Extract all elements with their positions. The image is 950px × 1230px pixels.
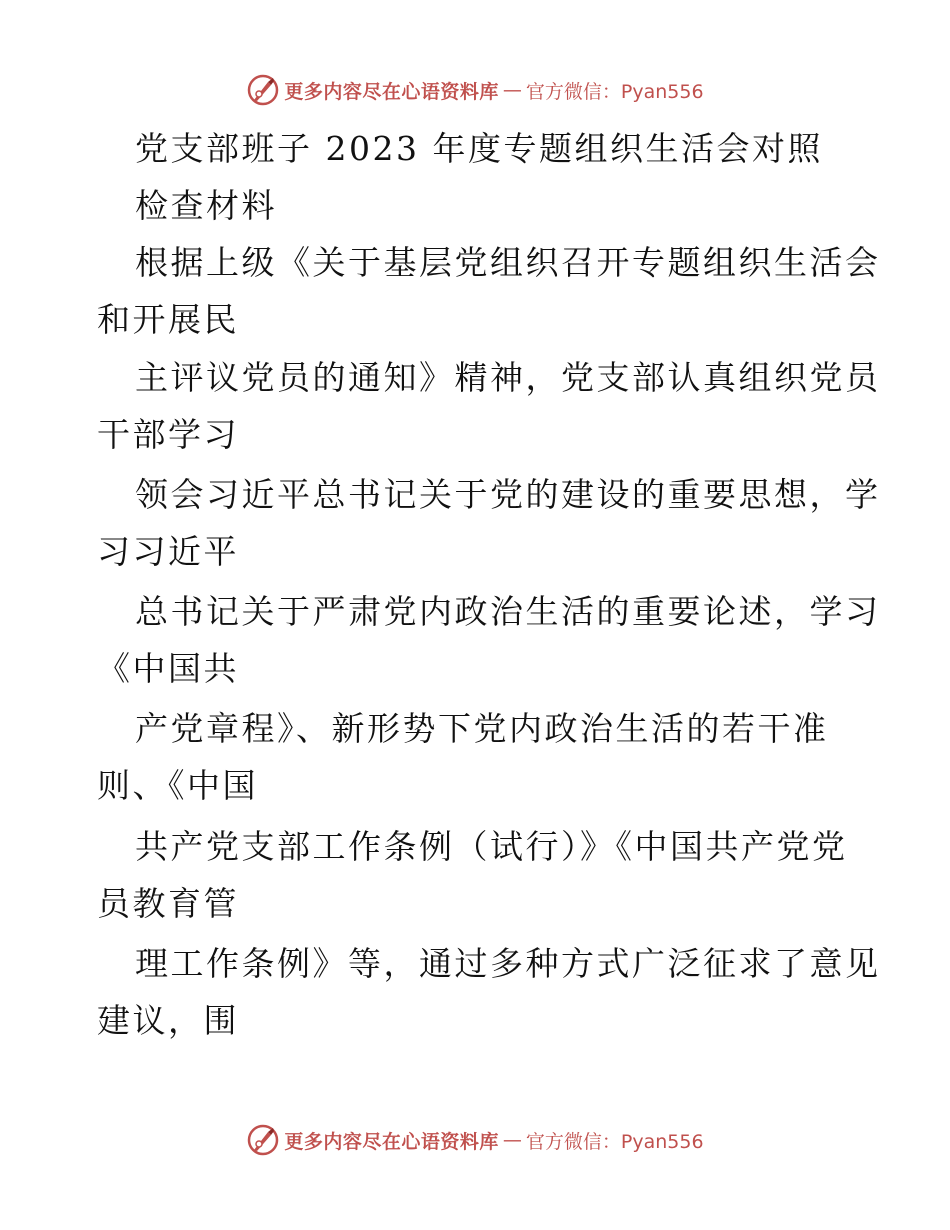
paragraph-line: 习习近平	[97, 532, 239, 571]
paragraph-line: 理工作条例》等，通过多种方式广泛征求了意见	[135, 944, 881, 983]
paragraph-line: 领会习近平总书记关于党的建设的重要思想，学	[135, 475, 881, 514]
paragraph-line: 产党章程》、新形势下党内政治生活的若干准	[135, 709, 829, 748]
paragraph-line: 员教育管	[97, 884, 239, 923]
quill-logo-icon	[246, 73, 280, 107]
document-title-line-2: 检查材料	[135, 186, 277, 225]
paragraph-line: 建议，围	[97, 1001, 239, 1040]
banner-wechat: 官方微信：Pyan556	[525, 1130, 704, 1153]
paragraph-line: 干部学习	[97, 415, 239, 454]
quill-logo-icon	[246, 1123, 280, 1157]
banner-text: 更多内容尽在心语资料库	[284, 1130, 499, 1153]
paragraph-line: 《中国共	[97, 649, 239, 688]
banner-separator: —	[502, 1129, 522, 1151]
paragraph-line: 总书记关于严肃党内政治生活的重要论述，学习	[135, 592, 881, 631]
banner-wechat: 官方微信：Pyan556	[525, 80, 704, 103]
paragraph-line: 根据上级《关于基层党组织召开专题组织生活会	[135, 243, 881, 282]
banner-text: 更多内容尽在心语资料库	[284, 80, 499, 103]
paragraph-line: 主评议党员的通知》精神，党支部认真组织党员	[135, 358, 881, 397]
paragraph-line: 和开展民	[97, 300, 239, 339]
document-title-line-1: 党支部班子 2023 年度专题组织生活会对照	[135, 129, 823, 168]
paragraph-line: 共产党支部工作条例（试行）》《中国共产党党	[135, 827, 848, 866]
footer-banner	[0, 1120, 950, 1160]
banner-separator: —	[502, 79, 522, 101]
paragraph-line: 则、《中国	[97, 766, 258, 805]
header-banner	[0, 70, 950, 110]
